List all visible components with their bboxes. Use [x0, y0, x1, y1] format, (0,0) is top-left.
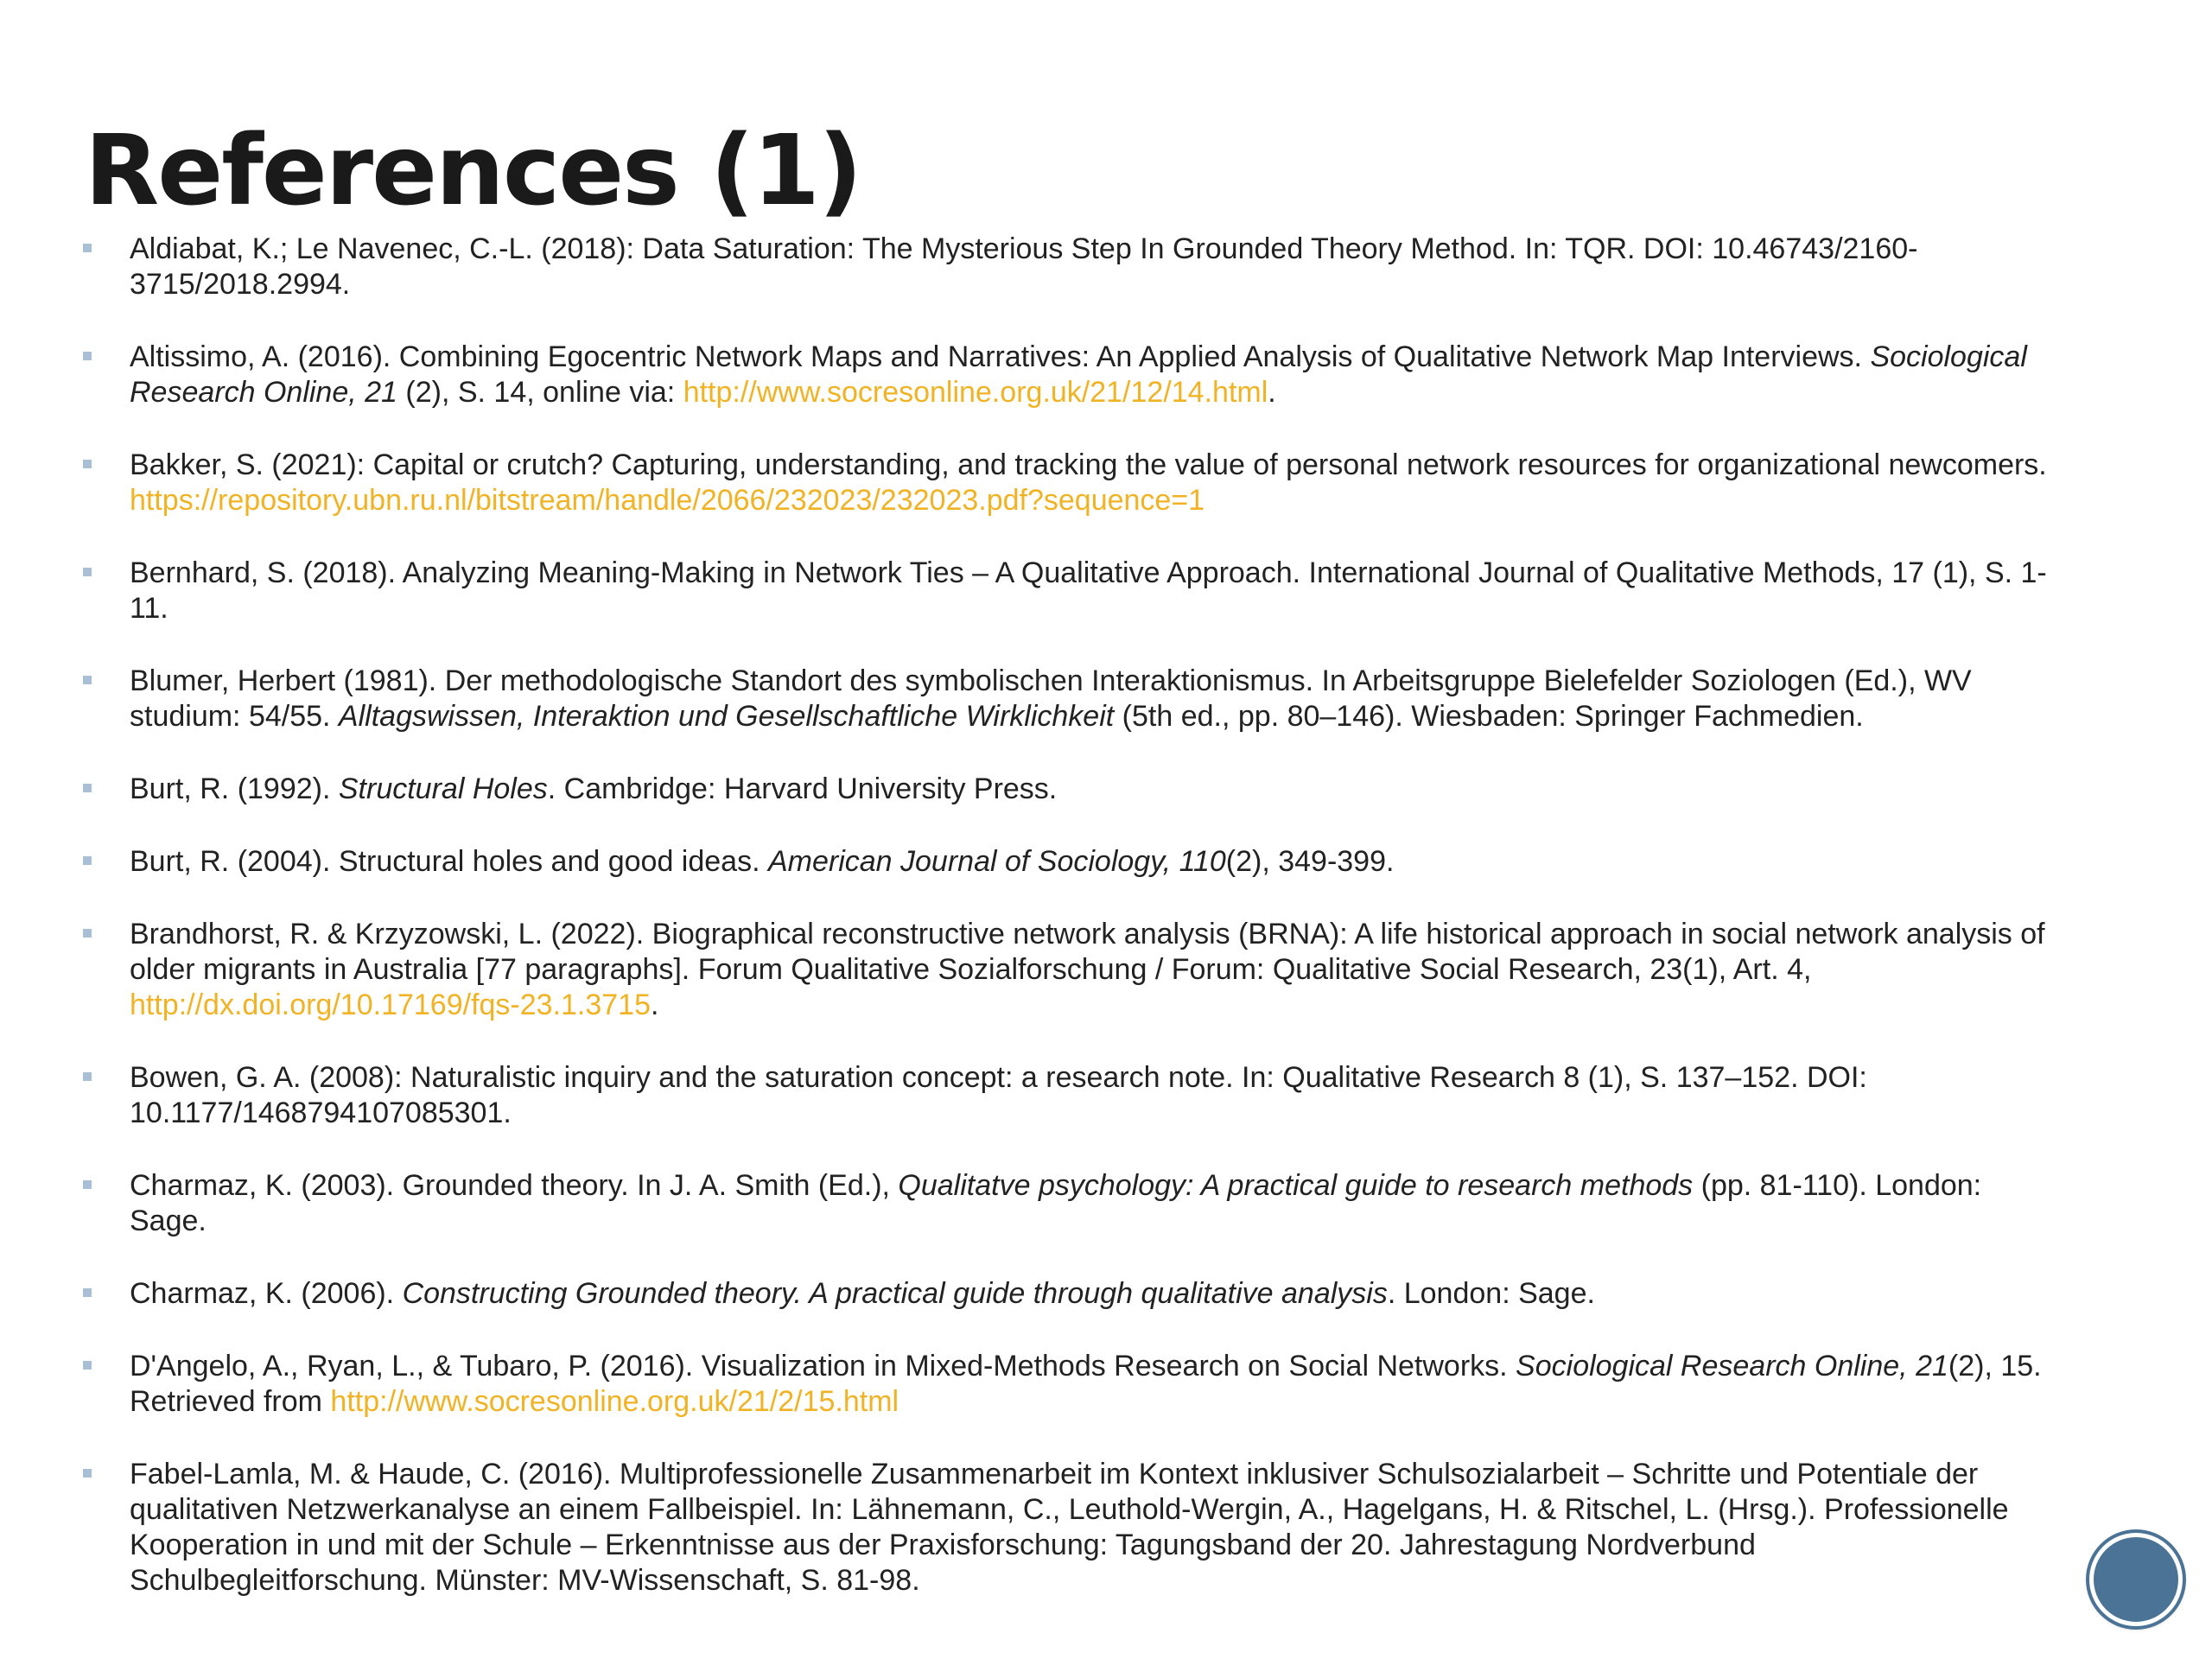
reference-text: (pp. 81-110). London: Sage. [130, 1169, 1982, 1237]
reference-text: Blumer, Herbert (1981). Der methodologische Standort des symbolischen Interaktionismus. In Arbeitsgruppe Bielefelder Soziologen (Ed.), WV studium: 54/55. [130, 664, 1972, 733]
reference-journal: Sociological Research Online, 21 [130, 340, 2027, 409]
reference-link[interactable]: http://dx.doi.org/10.17169/fqs-23.1.3715 [130, 988, 652, 1021]
reference-text: Fabel-Lamla, M. & Haude, C. (2016). Multiprofessionelle Zusammenarbeit im Kontext inklusiver Schulsozialarbeit – Schritte und Potentiale der qualitativen Netzwerkanalyse an einem Fallbeispiel. In: Lähnemann, C., Leuthold-Wergin, A., Hagelgans, H. & Ritschel, L. (Hrsg.). Professionelle Kooperation in und mit der Schule – Erkenntnisse aus der Praxisforschung: Tagungsband der 20. Jahrestagung Nordverbund Schulbegleitforschung. Münster: MV-Wissenschaft, S. 81-98. [130, 1458, 2009, 1597]
reference-item [83, 917, 2053, 1023]
bullet-icon [83, 244, 92, 252]
reference-text: (5th ed., pp. 80–146). Wiesbaden: Springer Fachmedien. [1114, 700, 1864, 733]
reference-item [83, 772, 2053, 807]
reference-text: Bernhard, S. (2018). Analyzing Meaning-Making in Network Ties – A Qualitative Approach. International Journal of Qualitative Methods, 17 (1), S. 1-11. [130, 556, 2047, 625]
reference-text: Aldiabat, K.; Le Navenec, C.-L. (2018): Data Saturation: The Mysterious Step In Grounded Theory Method. In: TQR. DOI: 10.46743/2160-3715/2018.2994. [130, 232, 1918, 301]
bullet-icon [83, 1288, 92, 1297]
bullet-icon [83, 1361, 92, 1370]
bullet-icon [83, 568, 92, 576]
reference-item [83, 340, 2053, 410]
bullet-icon [83, 352, 92, 360]
reference-text: Bakker, S. (2021): Capital or crutch? Capturing, understanding, and tracking the value of personal network resources for organizational newcomers. [130, 448, 2047, 481]
reference-item [83, 844, 2053, 880]
reference-item [83, 1060, 2053, 1131]
reference-item [83, 1349, 2053, 1420]
reference-text: Brandhorst, R. & Krzyzowski, L. (2022). Biographical reconstructive network analysis (BRNA): A life historical approach in social network analysis of older migrants in Australia [77 paragraphs]. Forum Qualitative Sozialforschung / Forum: Qualitative Social Research, 23(1), Art. 4, [130, 918, 2045, 986]
bullet-icon [83, 784, 92, 792]
bullet-icon [83, 856, 92, 865]
bullet-icon [83, 460, 92, 468]
bullet-icon [83, 676, 92, 684]
reference-text: . London: Sage. [1387, 1277, 1595, 1310]
reference-book-title: Structural Holes [338, 772, 548, 805]
bullet-icon [83, 1180, 92, 1189]
reference-item [83, 232, 2053, 302]
reference-link[interactable]: https://repository.ubn.ru.nl/bitstream/handle/2066/232023/232023.pdf?sequence=1 [130, 484, 1205, 517]
reference-text: Altissimo, A. (2016). Combining Egocentric Network Maps and Narratives: An Applied Analysis of Qualitative Network Map Interviews. [130, 340, 1871, 373]
bullet-icon [83, 929, 92, 938]
reference-text: . [651, 988, 659, 1021]
reference-item [83, 556, 2053, 626]
reference-list [83, 232, 2053, 1599]
reference-item [83, 1276, 2053, 1312]
bullet-icon [83, 1072, 92, 1081]
reference-book-title: Constructing Grounded theory. A practical guide through qualitative analysis [402, 1277, 1388, 1310]
reference-book-title: Alltagswissen, Interaktion und Gesellschaftliche Wirklichkeit [338, 700, 1115, 733]
reference-link[interactable]: http://www.socresonline.org.uk/21/2/15.html [330, 1385, 899, 1418]
reference-item [83, 1457, 2053, 1599]
reference-text: (2), 349-399. [1225, 845, 1395, 878]
reference-text: . Cambridge: Harvard University Press. [547, 772, 1058, 805]
reference-item [83, 1168, 2053, 1239]
page-title: References (1) [85, 115, 861, 227]
reference-journal: Sociological Research Online, 21 [1516, 1350, 1948, 1382]
reference-item [83, 664, 2053, 734]
reference-text: (2), S. 14, online via: [397, 376, 683, 409]
reference-text: (2), 15. Retrieved from [130, 1350, 2042, 1418]
reference-link[interactable]: http://www.socresonline.org.uk/21/12/14.html [683, 376, 1268, 409]
reference-text: Charmaz, K. (2006). [130, 1277, 403, 1310]
reference-item [83, 448, 2053, 518]
nav-circle-button[interactable] [2089, 1533, 2183, 1626]
reference-text: Charmaz, K. (2003). Grounded theory. In J. A. Smith (Ed.), [130, 1169, 899, 1202]
reference-journal: American Journal of Sociology, 110 [767, 845, 1226, 878]
reference-text: . [1268, 376, 1276, 409]
reference-text: Burt, R. (1992). [130, 772, 339, 805]
reference-book-title: Qualitatve psychology: A practical guide to research methods [898, 1169, 1694, 1202]
reference-text: Burt, R. (2004). Structural holes and good ideas. [130, 845, 768, 878]
bullet-icon [83, 1469, 92, 1478]
reference-text: Bowen, G. A. (2008): Naturalistic inquiry and the saturation concept: a research note. In: Qualitative Research 8 (1), S. 137–152. DOI: 10.1177/1468794107085301. [130, 1061, 1867, 1129]
reference-text: D'Angelo, A., Ryan, L., & Tubaro, P. (2016). Visualization in Mixed-Methods Research on Social Networks. [130, 1350, 1516, 1382]
